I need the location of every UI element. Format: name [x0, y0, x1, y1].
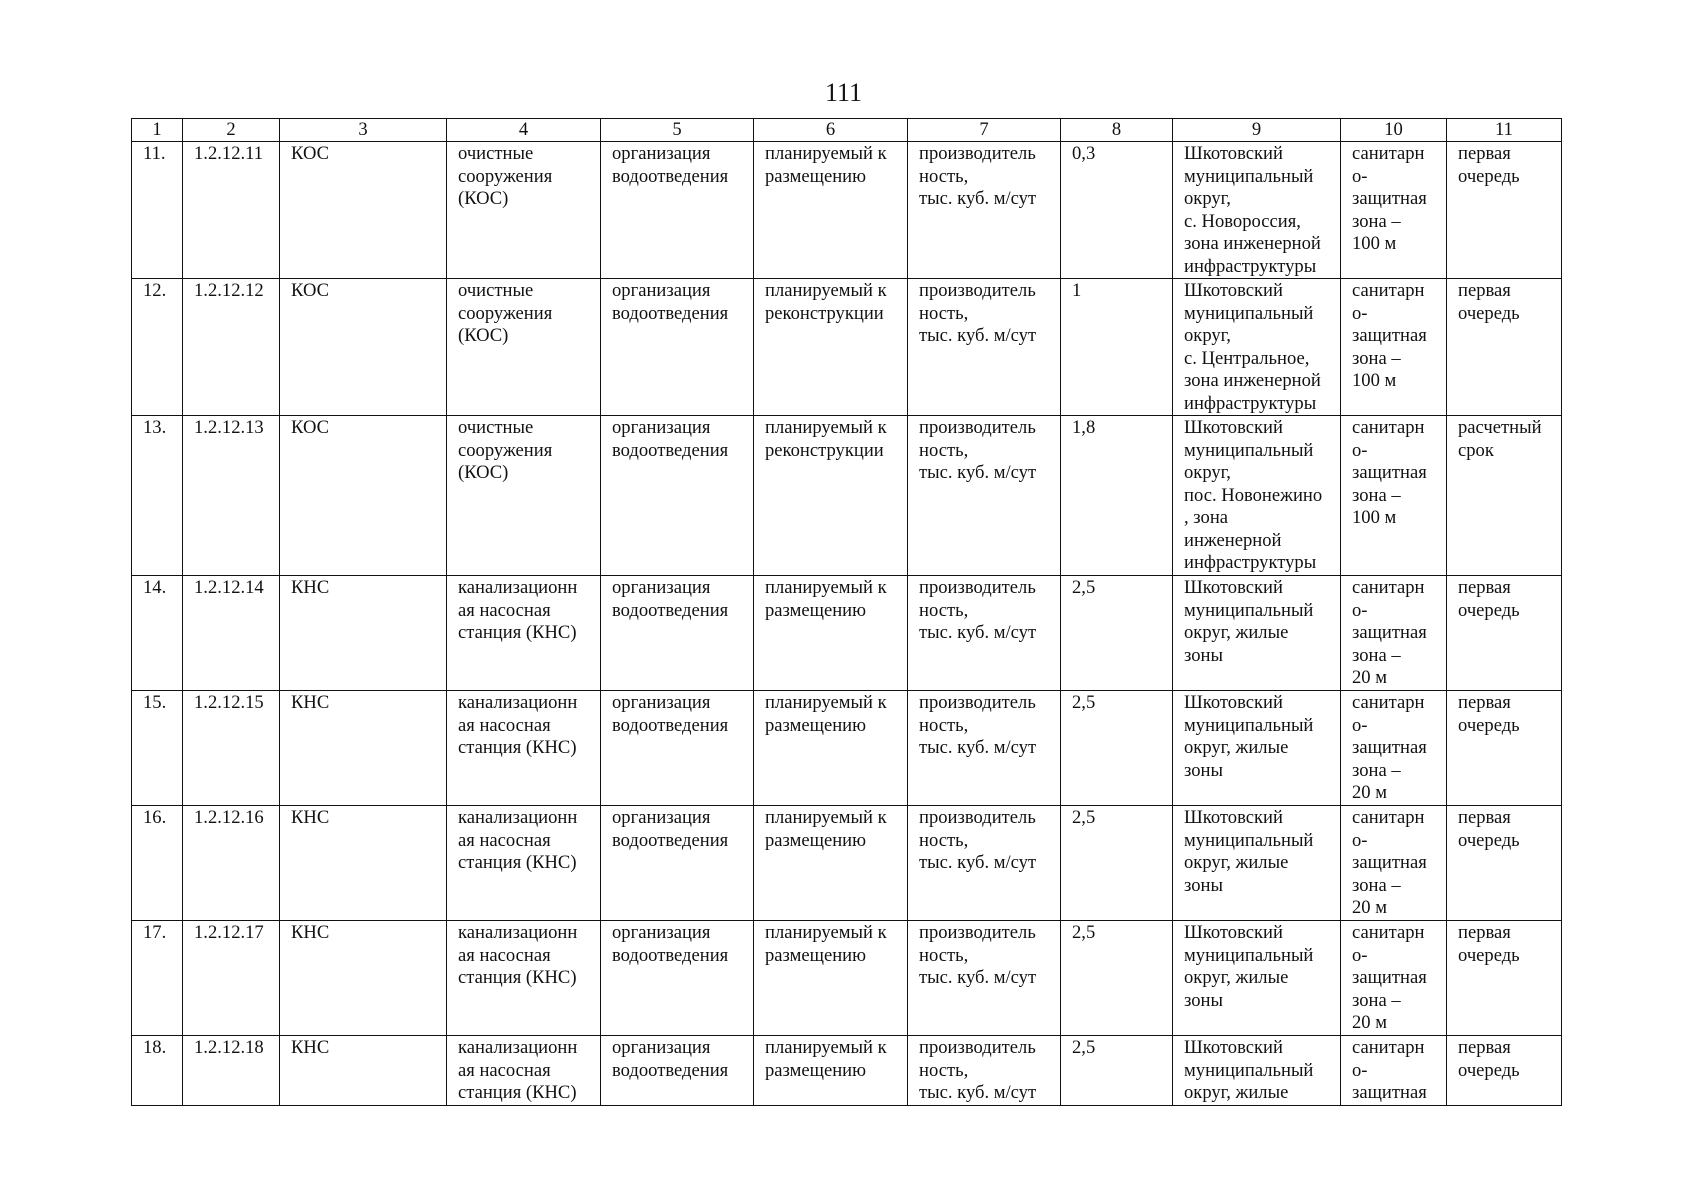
protection-zone: санитарн о- защитная зона – 20 м — [1341, 576, 1447, 691]
object-name: канализационн ая насосная станция (КНС) — [447, 1036, 601, 1106]
characteristic-value: 2,5 — [1061, 806, 1173, 921]
column-header: 11 — [1447, 119, 1562, 142]
object-characteristic: производитель ность, тыс. куб. м/сут — [908, 279, 1061, 416]
characteristic-value: 0,3 — [1061, 142, 1173, 279]
object-purpose: организация водоотведения — [601, 806, 754, 921]
object-characteristic: производитель ность, тыс. куб. м/сут — [908, 691, 1061, 806]
table-row — [132, 921, 1562, 1036]
object-abbreviation: КНС — [280, 921, 447, 1036]
column-header: 8 — [1061, 119, 1173, 142]
object-location: Шкотовский муниципальный округ, жилые зоны — [1173, 691, 1341, 806]
object-name: очистные сооружения (КОС) — [447, 279, 601, 416]
object-purpose: организация водоотведения — [601, 691, 754, 806]
object-code: 1.2.12.16 — [183, 806, 280, 921]
table-row — [132, 416, 1562, 576]
column-header: 1 — [132, 119, 183, 142]
object-code: 1.2.12.11 — [183, 142, 280, 279]
row-number: 12. — [132, 279, 183, 416]
object-location: Шкотовский муниципальный округ, жилые — [1173, 1036, 1341, 1106]
object-abbreviation: КОС — [280, 279, 447, 416]
object-characteristic: производитель ность, тыс. куб. м/сут — [908, 576, 1061, 691]
object-purpose: организация водоотведения — [601, 1036, 754, 1106]
object-location: Шкотовский муниципальный округ, с. Центральное, зона инженерной инфраструктуры — [1173, 279, 1341, 416]
object-purpose: организация водоотведения — [601, 279, 754, 416]
row-number: 15. — [132, 691, 183, 806]
table-row — [132, 576, 1562, 691]
object-location: Шкотовский муниципальный округ, жилые зоны — [1173, 576, 1341, 691]
protection-zone: санитарн о- защитная зона – 20 м — [1341, 691, 1447, 806]
implementation-stage: первая очередь — [1447, 1036, 1562, 1106]
column-header: 7 — [908, 119, 1061, 142]
object-characteristic: производитель ность, тыс. куб. м/сут — [908, 806, 1061, 921]
object-status: планируемый к размещению — [754, 576, 908, 691]
object-location: Шкотовский муниципальный округ, жилые зоны — [1173, 921, 1341, 1036]
object-abbreviation: КНС — [280, 691, 447, 806]
implementation-stage: первая очередь — [1447, 279, 1562, 416]
object-characteristic: производитель ность, тыс. куб. м/сут — [908, 921, 1061, 1036]
object-name: очистные сооружения (КОС) — [447, 142, 601, 279]
implementation-stage: первая очередь — [1447, 142, 1562, 279]
row-number: 14. — [132, 576, 183, 691]
page-number: 111 — [824, 78, 863, 107]
object-purpose: организация водоотведения — [601, 576, 754, 691]
characteristic-value: 2,5 — [1061, 691, 1173, 806]
header-row — [132, 119, 1562, 142]
implementation-stage: первая очередь — [1447, 806, 1562, 921]
protection-zone: санитарн о- защитная зона – 100 м — [1341, 142, 1447, 279]
object-status: планируемый к размещению — [754, 142, 908, 279]
protection-zone: санитарн о- защитная зона – 100 м — [1341, 279, 1447, 416]
characteristic-value: 1 — [1061, 279, 1173, 416]
object-code: 1.2.12.18 — [183, 1036, 280, 1106]
object-characteristic: производитель ность, тыс. куб. м/сут — [908, 416, 1061, 576]
object-abbreviation: КОС — [280, 416, 447, 576]
object-code: 1.2.12.14 — [183, 576, 280, 691]
object-abbreviation: КОС — [280, 142, 447, 279]
object-status: планируемый к реконструкции — [754, 279, 908, 416]
protection-zone: санитарн о- защитная зона – 20 м — [1341, 921, 1447, 1036]
characteristic-value: 2,5 — [1061, 576, 1173, 691]
object-status: планируемый к размещению — [754, 806, 908, 921]
column-header: 6 — [754, 119, 908, 142]
object-code: 1.2.12.17 — [183, 921, 280, 1036]
object-characteristic: производитель ность, тыс. куб. м/сут — [908, 1036, 1061, 1106]
object-location: Шкотовский муниципальный округ, с. Новороссия, зона инженерной инфраструктуры — [1173, 142, 1341, 279]
characteristic-value: 2,5 — [1061, 921, 1173, 1036]
table-row — [132, 142, 1562, 279]
table-row — [132, 279, 1562, 416]
object-code: 1.2.12.15 — [183, 691, 280, 806]
object-name: канализационн ая насосная станция (КНС) — [447, 576, 601, 691]
object-code: 1.2.12.12 — [183, 279, 280, 416]
protection-zone: санитарн о- защитная зона – 20 м — [1341, 806, 1447, 921]
column-header: 4 — [447, 119, 601, 142]
characteristic-value: 2,5 — [1061, 1036, 1173, 1106]
protection-zone: санитарн о- защитная зона – 100 м — [1341, 416, 1447, 576]
document-table — [131, 118, 1562, 1106]
object-purpose: организация водоотведения — [601, 416, 754, 576]
implementation-stage: расчетный срок — [1447, 416, 1562, 576]
object-status: планируемый к реконструкции — [754, 416, 908, 576]
object-characteristic: производитель ность, тыс. куб. м/сут — [908, 142, 1061, 279]
table-row — [132, 1036, 1562, 1106]
object-name: канализационн ая насосная станция (КНС) — [447, 806, 601, 921]
row-number: 13. — [132, 416, 183, 576]
object-status: планируемый к размещению — [754, 921, 908, 1036]
row-number: 11. — [132, 142, 183, 279]
implementation-stage: первая очередь — [1447, 576, 1562, 691]
column-header: 9 — [1173, 119, 1341, 142]
object-purpose: организация водоотведения — [601, 921, 754, 1036]
column-header: 5 — [601, 119, 754, 142]
protection-zone: санитарн о- защитная — [1341, 1036, 1447, 1106]
object-abbreviation: КНС — [280, 1036, 447, 1106]
column-header: 2 — [183, 119, 280, 142]
object-code: 1.2.12.13 — [183, 416, 280, 576]
object-abbreviation: КНС — [280, 806, 447, 921]
object-name: канализационн ая насосная станция (КНС) — [447, 921, 601, 1036]
object-location: Шкотовский муниципальный округ, пос. Новонежино , зона инженерной инфраструктуры — [1173, 416, 1341, 576]
table-row — [132, 806, 1562, 921]
row-number: 17. — [132, 921, 183, 1036]
implementation-stage: первая очередь — [1447, 921, 1562, 1036]
object-abbreviation: КНС — [280, 576, 447, 691]
table-row — [132, 691, 1562, 806]
object-name: канализационн ая насосная станция (КНС) — [447, 691, 601, 806]
row-number: 18. — [132, 1036, 183, 1106]
column-header: 10 — [1341, 119, 1447, 142]
object-purpose: организация водоотведения — [601, 142, 754, 279]
row-number: 16. — [132, 806, 183, 921]
characteristic-value: 1,8 — [1061, 416, 1173, 576]
object-name: очистные сооружения (КОС) — [447, 416, 601, 576]
implementation-stage: первая очередь — [1447, 691, 1562, 806]
object-status: планируемый к размещению — [754, 1036, 908, 1106]
object-status: планируемый к размещению — [754, 691, 908, 806]
object-location: Шкотовский муниципальный округ, жилые зоны — [1173, 806, 1341, 921]
column-header: 3 — [280, 119, 447, 142]
